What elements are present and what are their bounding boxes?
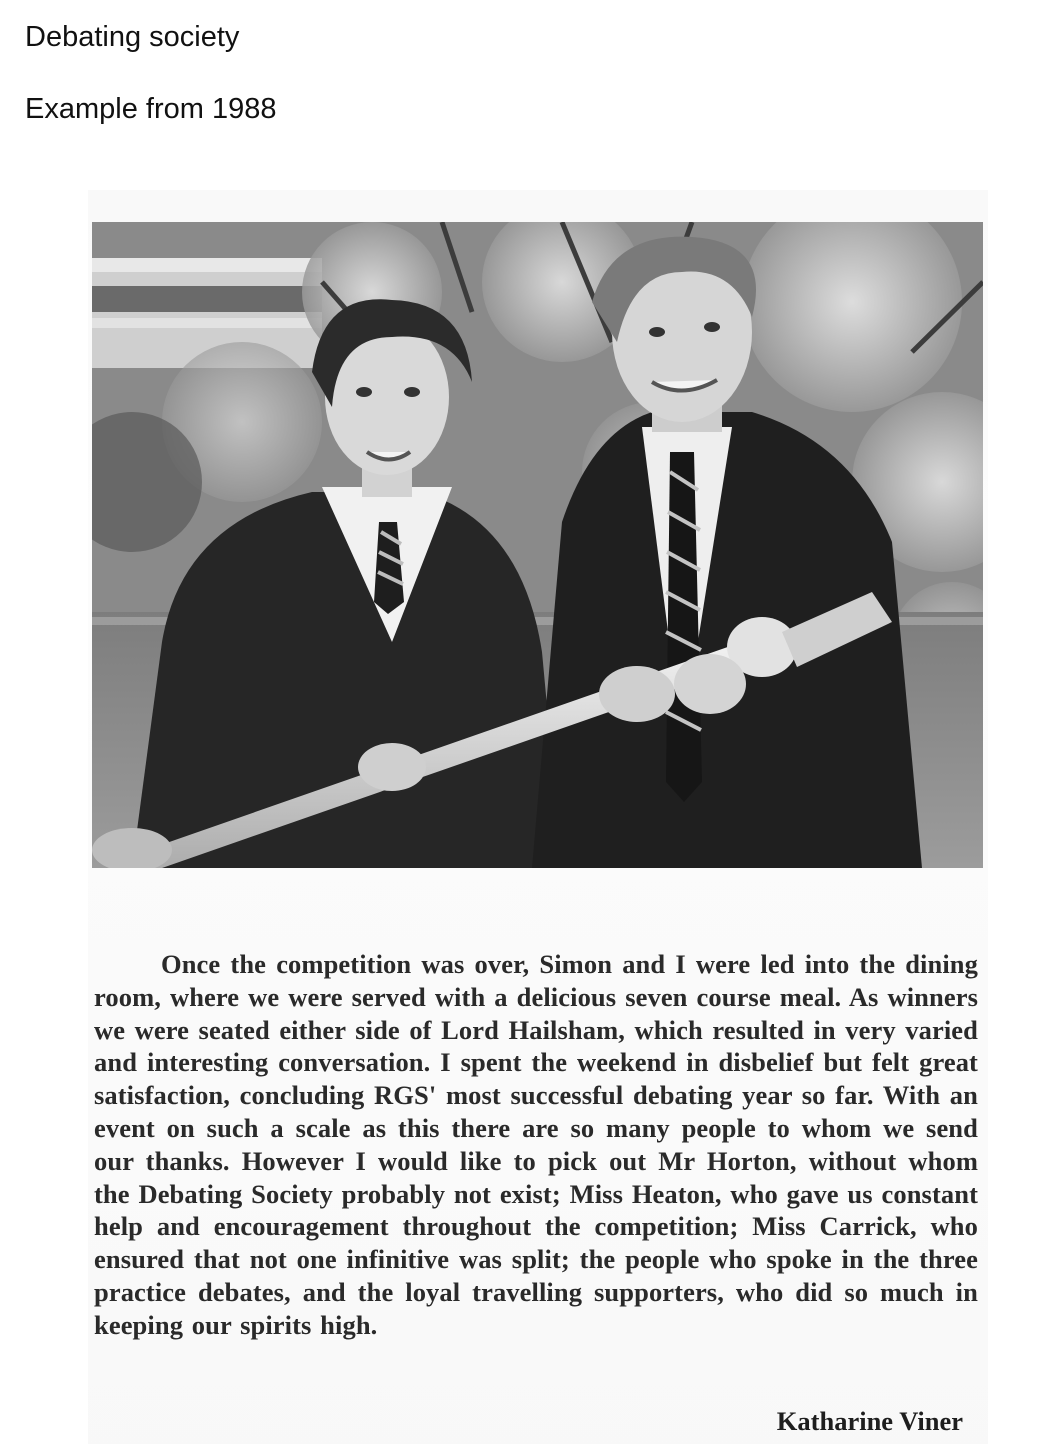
photo (92, 222, 983, 868)
photo-icon (92, 222, 983, 868)
article-paragraph: Once the competition was over, Simon and I were led into the dining room, where we were served with a delicious seven course meal. As winners we were seated either side of Lord Hailsham, which resulted in very varied and interesting conversation. I spent the weekend in disbelief but felt great satisfaction, concluding RGS' most successful debating year so far. With an event on such a scale as this there are so many people to whom we send our thanks. However I would like to pick out Mr Horton, without whom the Debating Society probably not exist; Miss Heaton, who gave us constant help and encouragement throughout the competition; Miss Carrick, who ensured that not one infinitive was split; the people who spoke in the three practice debates, and the loyal travelling supporters, who did so much in keeping our spirits high. (94, 949, 978, 1340)
author-signature: Katharine Viner (776, 1406, 963, 1436)
hand (599, 666, 675, 722)
page-title: Debating society (25, 21, 240, 53)
hand (674, 654, 746, 714)
page-subtitle: Example from 1988 (25, 93, 277, 125)
hand (358, 743, 426, 791)
